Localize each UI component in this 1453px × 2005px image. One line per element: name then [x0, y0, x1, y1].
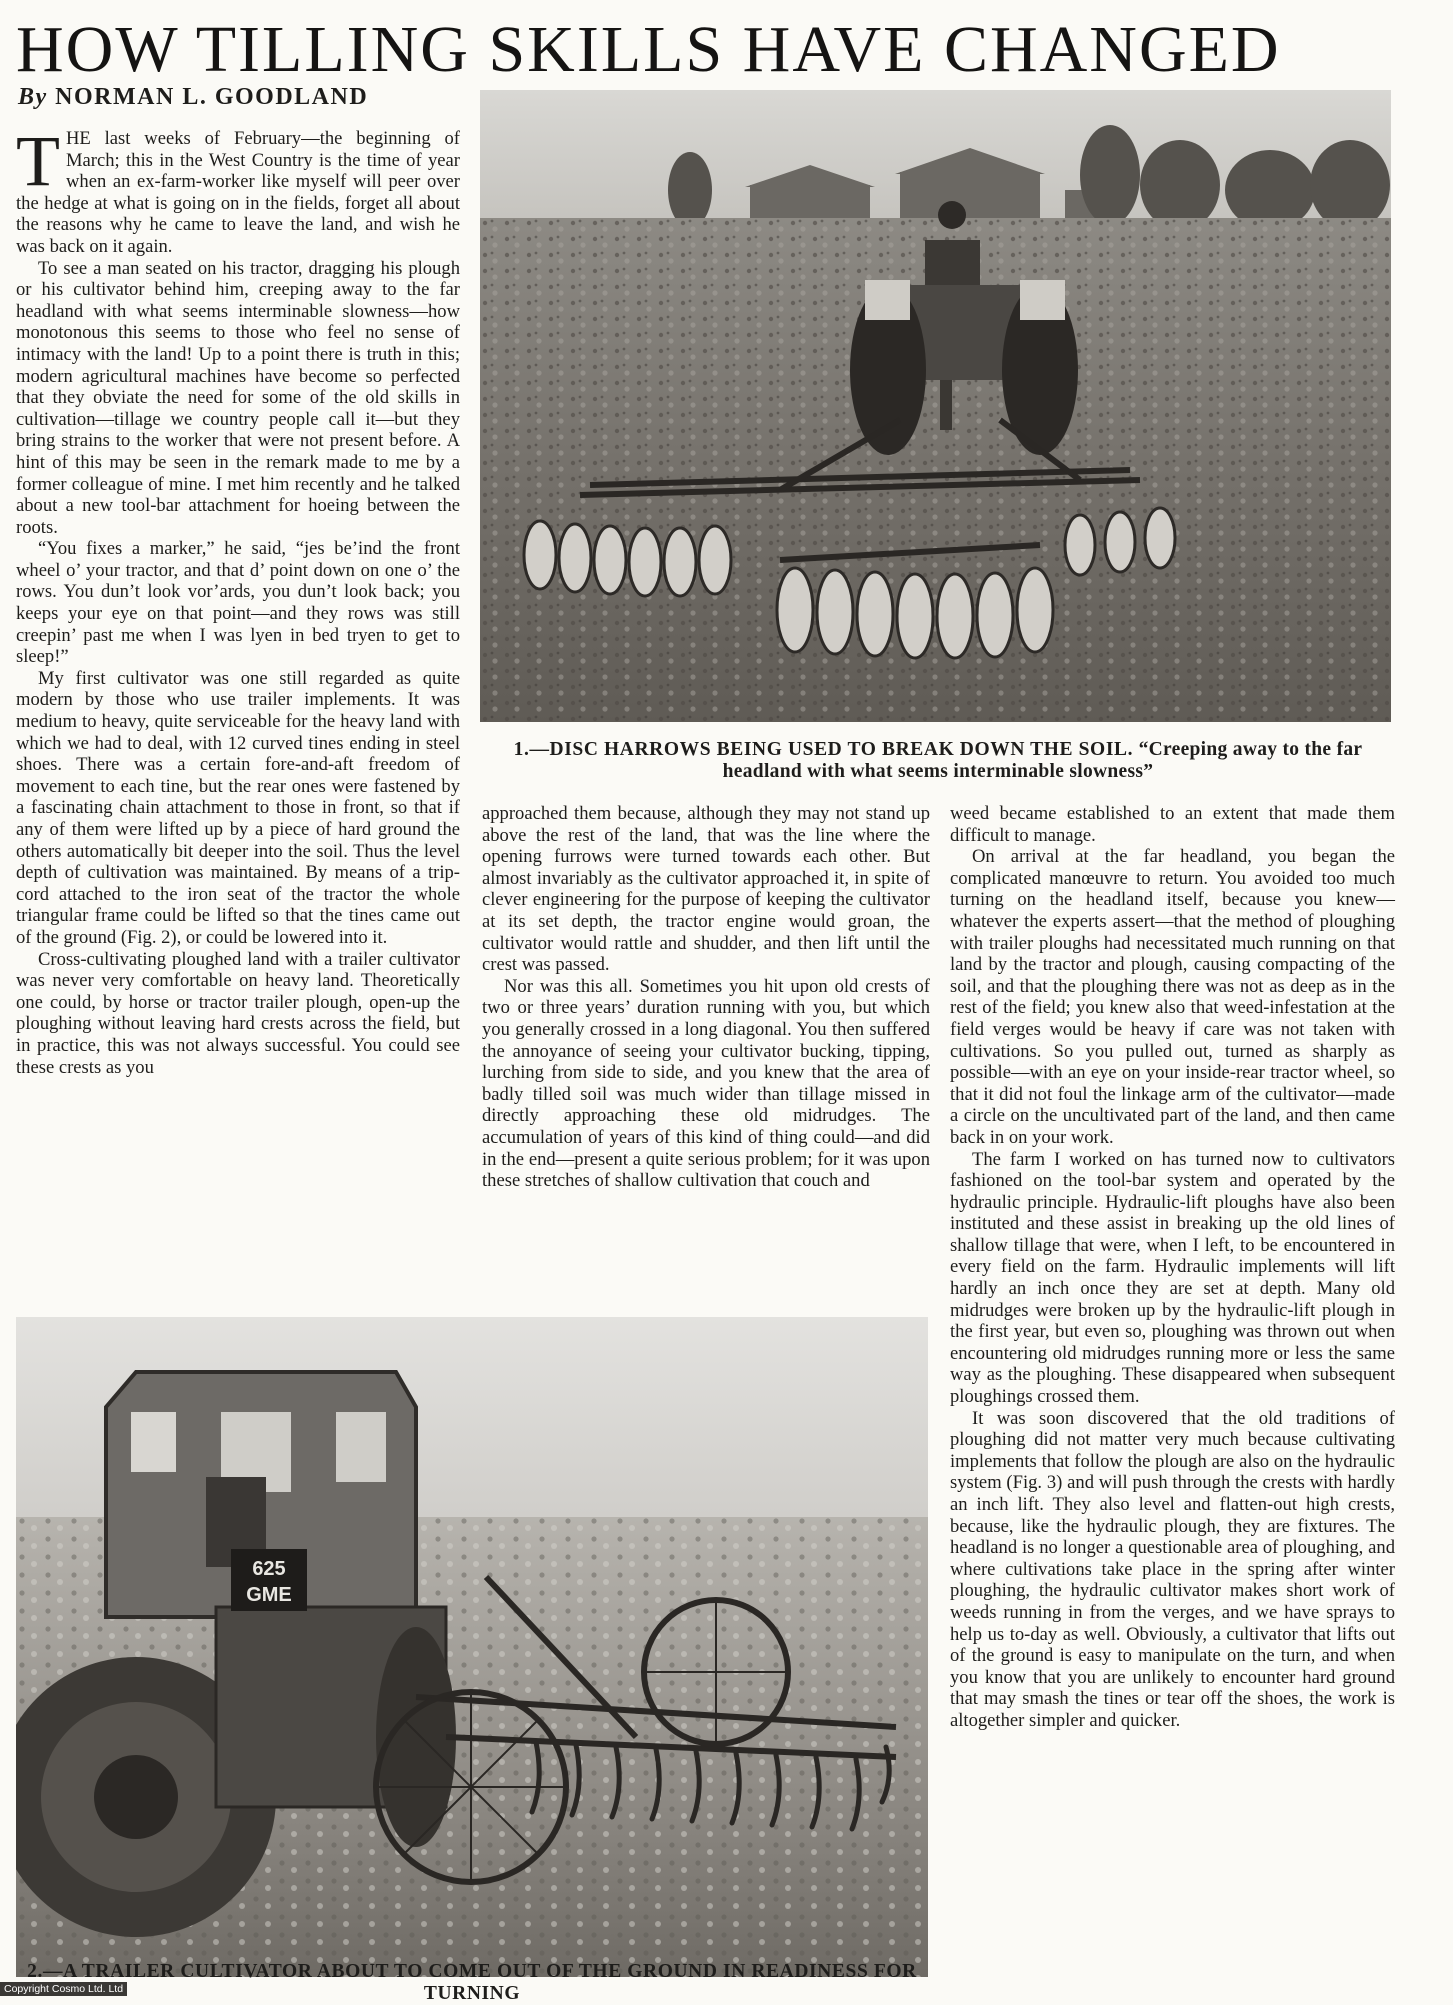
drop-cap: T	[16, 121, 60, 201]
paragraph: To see a man seated on his tractor, dragging his plough or his cultivator behind him, creeping away to the far headland with what seems interminable slowness—how monotonous this seems to those who feel no sense of intimacy with the land! Up to a point there is truth in this; modern agricultural machines have become so perfected that they obviate the need for some of the old skills in cultivation—tillage we country people call it—but they bring strains to the worker that were not present before. A hint of this may be seen in the remark made to me by a former colleague of mine. I met him recently and he talked about a new tool-bar attachment for hoeing between the roots.	[16, 257, 460, 538]
paragraph: weed became established to an extent that made them difficult to manage.	[950, 803, 1395, 846]
figure-1-caption-label: 1.—DISC HARROWS BEING USED TO BREAK DOWN THE SOIL.	[513, 739, 1134, 760]
paragraph: “You fixes a marker,” he said, “jes be’ind the front wheel o’ your tractor, and that d’ point down on one o’ the rows. You dun’t look vor’ards, you dun’t look back; you keeps your eye on that point—and they rows was still creepin’ past me when I was lyen in bed tryen to get to sleep!”	[16, 538, 460, 668]
figure-1-caption	[482, 739, 1394, 783]
paragraph: My first cultivator was one still regarded as quite modern by those who use trailer implements. It was medium to heavy, quite serviceable for the heavy land with which we had to deal, with 12 curved tines ending in steel shoes. There was a certain fore-and-aft freedom of movement to each tine, but the rear ones were fastened by a fascinating chain attachment to those in front, so that if any of them were lifted up by a piece of hard ground the others automatically bit deeper into the soil. Thus the level depth of cultivation was maintained. By means of a trip-cord attached to the iron seat of the tractor the whole triangular frame could be lifted so that the tines came out of the ground (Fig. 2), or could be lowered into it.	[16, 667, 460, 948]
plate-line-2: GME	[246, 1584, 292, 1606]
paragraph: Nor was this all. Sometimes you hit upon old crests of two or three years’ duration running with you, but which you generally crossed in a long diagonal. You then suffered the annoyance of seeing your cultivator bucking, tipping, lurching from side to side, and you knew that the area of badly tilled soil was much wider than tillage missed in directly approaching these old midrudges. The accumulation of years of this kind of thing could—and did in the end—present a quite serious problem; for it was upon these stretches of shallow cultivation that couch and	[482, 975, 930, 1192]
byline	[18, 84, 368, 111]
paragraph: approached them because, although they may not stand up above the rest of the land, that was the line where the opening furrows were turned towards each other. But almost invariably as the cultivator approached it, in spite of clever engineering for the purpose of keeping the cultivator at its set depth, the tractor engine would groan, the cultivator would rattle and shudder, and then lift until the crest was passed.	[482, 803, 930, 976]
paragraph: Cross-cultivating ploughed land with a trailer cultivator was never very comfortable on heavy land. Theoretically one could, by horse or tractor trailer plough, open-up the ploughing without leaving hard crests across the field, but in practice, this was not always successful. You could see these crests as you	[16, 948, 460, 1078]
figure-1-caption-quote: “Creeping away to the far headland with what seems interminable slowness”	[722, 739, 1363, 782]
article-title: HOW TILLING SKILLS HAVE CHANGED	[16, 13, 1281, 86]
article-column-3	[950, 803, 1395, 1732]
article-column-1	[16, 121, 460, 1078]
paragraph: It was soon discovered that the old traditions of ploughing did not matter very much because cultivating implements that follow the plough are also on the hydraulic system (Fig. 3) and will push through the crests with hardly an inch lift. They also level and flatten-out high crests, because, like the hydraulic plough, they are fixtures. The headland is no longer a questionable area of ploughing, and where cultivations take place in the spring after winter ploughing, the hydraulic cultivator makes short work of weeds running in from the verges, and we have sprays to help us to-day as well. Obviously, a cultivator that lifts out of the ground is easy to manipulate on the turn, and when you know that you are unlikely to encounter hard ground that may smash the tines or tear off the shoes, the work is altogether simpler and quicker.	[950, 1407, 1395, 1731]
paragraph	[16, 121, 460, 258]
paragraph-text: HE last weeks of February—the beginning of March; this in the West Country is the time of year when an ex-farm-worker like myself will peer over the hedge at what is going on in the fields, forget all about the reasons why he came to leave the land, and wish he was back on it again.	[16, 128, 460, 257]
trailer-cultivator-photo	[16, 1317, 928, 1977]
byline-prefix: By	[18, 84, 48, 110]
paragraph: The farm I worked on has turned now to cultivators fashioned on the tool-bar system and operated by the hydraulic principle. Hydraulic-lift ploughs have also been instituted and these assist in breaking up the old lines of shallow tillage that were, when I left, to be encountered in every field on the farm. Hydraulic implements will lift hardly an inch once they are set at depth. Many old midrudges were broken up by the hydraulic-lift plough in the first year, but even so, ploughing was thrown out when encountering old midrudges running more or less the same way as the ploughing. These disappeared when subsequent ploughings crossed them.	[950, 1148, 1395, 1408]
copyright-notice: Copyright Cosmo Ltd. Ltd	[0, 1982, 127, 1996]
figure-2-caption: 2.—A TRAILER CULTIVATOR ABOUT TO COME OUT OF THE GROUND IN READINESS FOR TURNING	[27, 1961, 917, 2004]
plate-line-1: 625	[252, 1558, 286, 1580]
author-name: NORMAN L. GOODLAND	[55, 84, 369, 110]
paragraph: On arrival at the far headland, you began the complicated manœuvre to return. You avoided too much turning on the headland itself, because you knew—whatever the experts assert—that the method of ploughing with trailer ploughs had necessitated much running on that land by the tractor and plough, causing compacting of the soil, and that the ploughing there was not as deep as in the rest of the field; you knew also that weed-infestation at the field verges would be heavy if care was not taken with cultivations. So you pulled out, turned as sharply as possible—with an eye on your inside-rear tractor wheel, so that it did not foul the linkage arm of the cultivator—made a circle on the uncultivated part of the land, and then came back in on your work.	[950, 846, 1395, 1148]
article-column-2	[482, 803, 930, 1192]
disc-harrows-photo	[480, 90, 1391, 722]
